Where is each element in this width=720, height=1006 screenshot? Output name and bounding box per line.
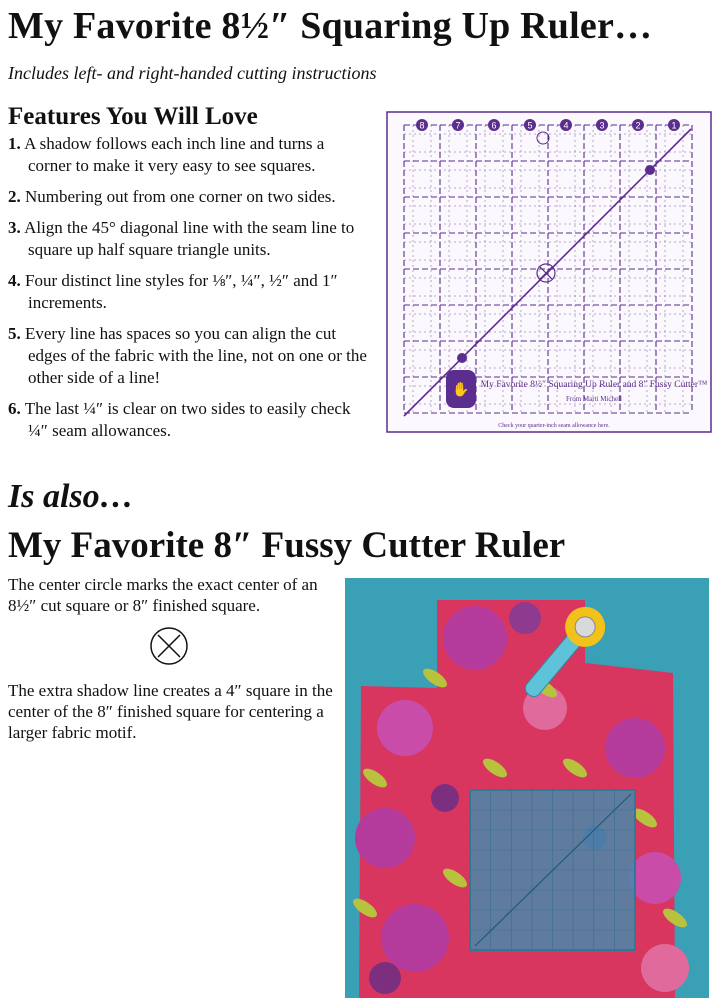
feature-item: 3. Align the 45° diagonal line with the seam line to square up half square triangle units.: [8, 218, 355, 259]
ruler-bottom-text: Check your quarter-inch seam allowance here.: [498, 423, 610, 429]
ruler-number: 6: [491, 120, 497, 131]
fabric-flower: [641, 944, 689, 992]
fussy-cutter-title: My Favorite 8″ Fussy Cutter Ruler: [8, 525, 566, 566]
fabric-flower: [381, 904, 449, 972]
shadow-line-text: The extra shadow line creates a 4″ square in the center of the 8″ finished square for centering a larger fabric motif.: [8, 681, 333, 742]
subtitle: Includes left- and right-handed cutting instructions: [8, 63, 377, 83]
feature-item: 6. The last ¼″ is clear on two sides to easily check ¼″ seam allowances.: [8, 399, 351, 440]
ruler-number: 7: [455, 120, 461, 131]
ruler-number: 8: [419, 120, 425, 131]
feature-item: 4. Four distinct line styles for ⅛″, ¼″, ½″ and 1″ increments.: [8, 271, 338, 312]
fabric-flower: [509, 602, 541, 634]
fabric-flower: [355, 808, 415, 868]
center-circle-icon: [149, 626, 189, 666]
ruler-number: 2: [635, 120, 641, 131]
ruler-number: 1: [671, 120, 677, 131]
fabric-flower: [605, 718, 665, 778]
ruler-number: 3: [599, 120, 605, 131]
features-list: [8, 133, 368, 451]
ruler-maker: From Marti Michell: [566, 395, 622, 403]
ruler-illustration: [386, 111, 712, 433]
fabric-photo: [345, 578, 709, 998]
ruler-label: My Favorite 8½″ Squaring Up Ruler and 8″ Fussy Cutter™: [480, 380, 708, 390]
fabric-flower: [431, 784, 459, 812]
svg-text:✋: ✋: [452, 382, 470, 398]
center-circle-text: The center circle marks the exact center of an 8½″ cut square or 8″ finished square.: [8, 575, 318, 615]
ruler-number: 5: [527, 120, 533, 131]
fabric-flower: [377, 700, 433, 756]
ruler-number: 4: [563, 120, 569, 131]
fabric-flower: [443, 606, 507, 670]
feature-item: 2. Numbering out from one corner on two sides.: [8, 187, 336, 206]
page-title: My Favorite 8½″ Squaring Up Ruler…: [8, 5, 653, 47]
feature-item: 1. A shadow follows each inch line and turns a corner to make it very easy to see squares.: [8, 134, 325, 175]
feature-item: 5. Every line has spaces so you can align the cut edges of the fabric with the line, not on one or the other side of a line!: [8, 324, 367, 387]
fabric-flower: [369, 962, 401, 994]
fabric-flower: [629, 852, 681, 904]
also-heading: Is also…: [8, 478, 134, 515]
features-heading: Features You Will Love: [8, 103, 258, 130]
